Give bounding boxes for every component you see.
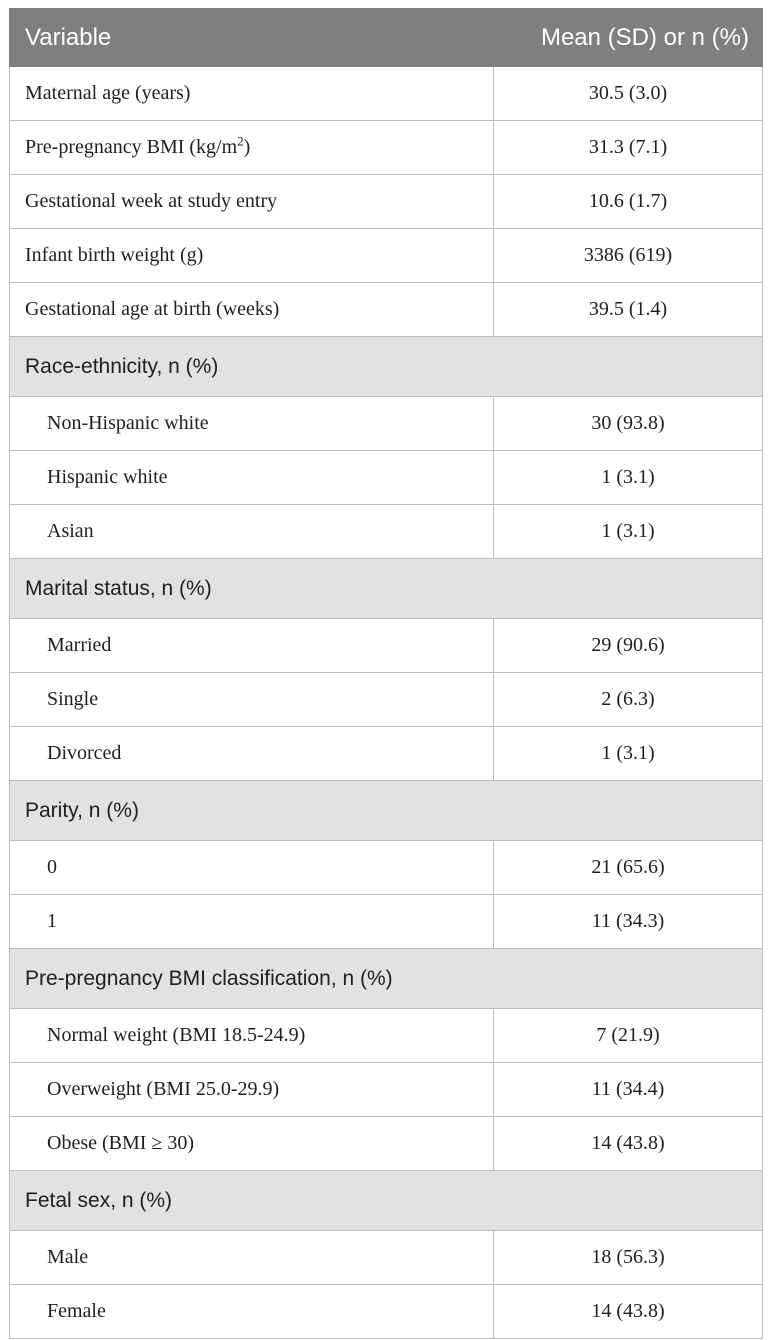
row-label: Obese (BMI ≥ 30) [10, 1117, 494, 1171]
row-value: 39.5 (1.4) [494, 283, 763, 337]
characteristics-table [9, 8, 763, 1339]
table-row [10, 397, 763, 451]
table-row [10, 1009, 763, 1063]
table-row [10, 451, 763, 505]
table-row [10, 505, 763, 559]
row-value: 1 (3.1) [494, 727, 763, 781]
table-row [10, 1117, 763, 1171]
row-label: Male [10, 1231, 494, 1285]
row-value: 3386 (619) [494, 229, 763, 283]
row-label: Female [10, 1285, 494, 1339]
table-row [10, 283, 763, 337]
table-row [10, 67, 763, 121]
row-value: 10.6 (1.7) [494, 175, 763, 229]
bmi-label-suffix: ) [243, 136, 251, 158]
row-value: 2 (6.3) [494, 673, 763, 727]
table-row [10, 1231, 763, 1285]
row-value: 14 (43.8) [494, 1285, 763, 1339]
row-label: 0 [10, 841, 494, 895]
row-label: Gestational week at study entry [10, 175, 494, 229]
row-value: 1 (3.1) [494, 505, 763, 559]
table-row [10, 841, 763, 895]
row-label: Overweight (BMI 25.0-29.9) [10, 1063, 494, 1117]
row-value: 30.5 (3.0) [494, 67, 763, 121]
bmi-label-prefix: Pre-pregnancy BMI (kg/m [25, 136, 238, 158]
header-row [10, 9, 763, 67]
section-header-fetal-sex [10, 1171, 763, 1231]
section-header-marital [10, 559, 763, 619]
table-row [10, 673, 763, 727]
bmi-label-sup: 2 [237, 133, 244, 149]
table-row [10, 727, 763, 781]
table-row [10, 619, 763, 673]
row-label: Divorced [10, 727, 494, 781]
row-label: Non-Hispanic white [10, 397, 494, 451]
table-row [10, 229, 763, 283]
row-label: Gestational age at birth (weeks) [10, 283, 494, 337]
row-label: Normal weight (BMI 18.5-24.9) [10, 1009, 494, 1063]
section-header-race [10, 337, 763, 397]
row-value: 31.3 (7.1) [494, 121, 763, 175]
row-value: 14 (43.8) [494, 1117, 763, 1171]
section-title: Parity, n (%) [10, 781, 763, 841]
row-label: Married [10, 619, 494, 673]
table-row [10, 1063, 763, 1117]
row-value: 11 (34.3) [494, 895, 763, 949]
row-label: Maternal age (years) [10, 67, 494, 121]
row-value: 18 (56.3) [494, 1231, 763, 1285]
table-row [10, 175, 763, 229]
table-row [10, 895, 763, 949]
header-mean: Mean (SD) or n (%) [494, 9, 763, 67]
row-label: Single [10, 673, 494, 727]
table-row [10, 1285, 763, 1339]
row-label: 1 [10, 895, 494, 949]
row-value: 29 (90.6) [494, 619, 763, 673]
row-value: 11 (34.4) [494, 1063, 763, 1117]
section-header-parity [10, 781, 763, 841]
row-value: 21 (65.6) [494, 841, 763, 895]
section-title: Race-ethnicity, n (%) [10, 337, 763, 397]
header-variable: Variable [10, 9, 494, 67]
row-label: Hispanic white [10, 451, 494, 505]
row-value: 1 (3.1) [494, 451, 763, 505]
row-label [10, 121, 494, 175]
section-header-bmi-class [10, 949, 763, 1009]
section-title: Pre-pregnancy BMI classification, n (%) [10, 949, 763, 1009]
table-row [10, 121, 763, 175]
section-title: Marital status, n (%) [10, 559, 763, 619]
row-label: Infant birth weight (g) [10, 229, 494, 283]
section-title: Fetal sex, n (%) [10, 1171, 763, 1231]
row-label: Asian [10, 505, 494, 559]
row-value: 30 (93.8) [494, 397, 763, 451]
row-value: 7 (21.9) [494, 1009, 763, 1063]
